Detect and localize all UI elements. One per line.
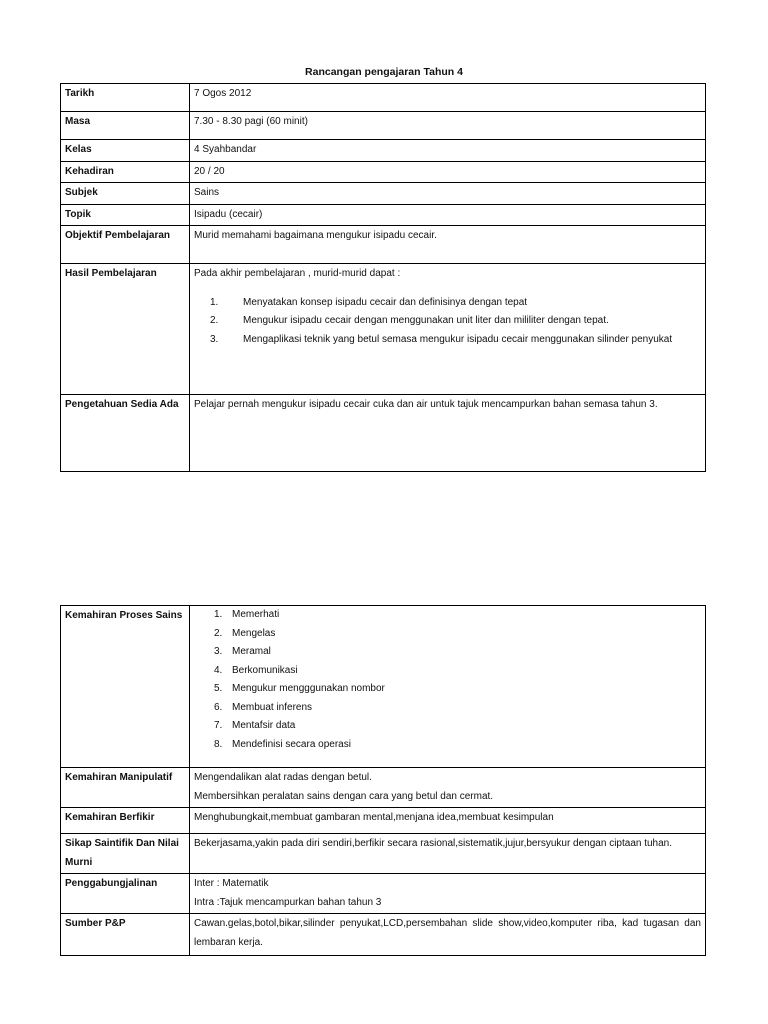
list-number: 6.	[214, 701, 223, 713]
row-masa	[61, 112, 706, 140]
list-number: 3.	[214, 646, 223, 657]
row-sikap	[61, 834, 706, 874]
list-text: Mengelas	[232, 627, 276, 639]
kehadiran-value: 20 / 20	[190, 161, 706, 183]
list-item	[214, 717, 701, 736]
list-item	[214, 662, 701, 681]
objektif-value: Murid memahami bagaimana mengukur isipadu cecair.	[190, 226, 706, 264]
tarikh-label: Tarikh	[61, 84, 190, 112]
row-hasil	[61, 264, 706, 395]
pengetahuan-value: Pelajar pernah mengukur isipadu cecair cuka dan air untuk tajuk mencampurkan bahan semasa tahun 3.	[190, 395, 706, 472]
manipulatif-line-2: Membersihkan peralatan sains dengan cara yang betul dan cermat.	[194, 790, 494, 802]
kehadiran-label: Kehadiran	[61, 161, 190, 183]
manipulatif-value	[190, 768, 706, 808]
list-text: Meramal	[232, 646, 271, 657]
list-item	[214, 606, 701, 625]
berfikir-label: Kemahiran Berfikir	[61, 808, 190, 834]
list-text: Membuat inferens	[232, 701, 313, 713]
list-number: 7.	[214, 720, 223, 731]
sikap-value: Bekerjasama,yakin pada diri sendiri,berfikir secara rasional,sistematik,jujur,bersyukur dengan ciptaan tuhan.	[190, 834, 706, 874]
list-text: Menyatakan konsep isipadu cecair dan definisinya dengan tepat	[243, 296, 528, 308]
berfikir-value: Menghubungkait,membuat gambaran mental,menjana idea,membuat kesimpulan	[190, 808, 706, 834]
row-pengetahuan	[61, 395, 706, 472]
list-text: Mengukur isipadu cecair dengan menggunakan unit liter dan mililiter dengan tepat.	[243, 315, 609, 326]
manipulatif-label: Kemahiran Manipulatif	[61, 768, 190, 808]
list-number: 1.	[210, 296, 219, 308]
list-number: 5.	[214, 683, 223, 694]
row-subjek	[61, 183, 706, 205]
lesson-info-table	[60, 83, 706, 472]
hasil-label: Hasil Pembelajaran	[61, 264, 190, 395]
sumber-value: Cawan.gelas,botol,bikar,silinder penyukat,LCD,persembahan slide show,video,komputer riba, kad tugasan dan lembaran kerja.	[190, 914, 706, 956]
outcome-list	[194, 294, 701, 350]
sikap-label: Sikap Saintifik Dan Nilai Murni	[61, 834, 190, 874]
hasil-intro: Pada akhir pembelajaran , murid-murid dapat :	[194, 268, 401, 279]
intra-line: Intra :Tajuk mencampurkan bahan tahun 3	[194, 896, 382, 908]
kelas-label: Kelas	[61, 140, 190, 162]
subjek-value: Sains	[190, 183, 706, 205]
process-skills-list	[194, 606, 701, 754]
list-item	[194, 312, 701, 331]
row-sumber	[61, 914, 706, 956]
list-item	[214, 736, 701, 755]
row-proses	[61, 606, 706, 768]
list-text: Berkomunikasi	[232, 664, 298, 676]
row-tarikh	[61, 84, 706, 112]
list-item	[194, 331, 701, 350]
list-number: 3.	[210, 333, 219, 345]
manipulatif-line-1: Mengendalikan alat radas dengan betul.	[194, 772, 372, 783]
row-manipulatif	[61, 768, 706, 808]
topik-value: Isipadu (cecair)	[190, 204, 706, 226]
pengetahuan-label: Pengetahuan Sedia Ada	[61, 395, 190, 472]
list-item	[214, 625, 701, 644]
kelas-value: 4 Syahbandar	[190, 140, 706, 162]
topik-label: Topik	[61, 204, 190, 226]
penggabungjalinan-label: Penggabungjalinan	[61, 874, 190, 914]
row-berfikir	[61, 808, 706, 834]
list-number: 8.	[214, 738, 223, 750]
masa-label: Masa	[61, 112, 190, 140]
masa-value: 7.30 - 8.30 pagi (60 minit)	[190, 112, 706, 140]
list-text: Mentafsir data	[232, 720, 296, 731]
row-penggabungjalinan	[61, 874, 706, 914]
list-text: Mendefinisi secara operasi	[232, 738, 351, 750]
list-text: Memerhati	[232, 609, 280, 620]
skills-table	[60, 605, 706, 956]
list-item	[214, 643, 701, 662]
row-objektif	[61, 226, 706, 264]
inter-line: Inter : Matematik	[194, 878, 269, 889]
tarikh-value: 7 Ogos 2012	[190, 84, 706, 112]
proses-value	[190, 606, 706, 768]
penggabungjalinan-value	[190, 874, 706, 914]
row-topik	[61, 204, 706, 226]
objektif-label: Objektif Pembelajaran	[61, 226, 190, 264]
proses-label: Kemahiran Proses Sains	[61, 606, 190, 768]
page-title: Rancangan pengajaran Tahun 4	[305, 66, 463, 78]
row-kehadiran	[61, 161, 706, 183]
list-text: Mengukur mengggunakan nombor	[232, 683, 385, 694]
subjek-label: Subjek	[61, 183, 190, 205]
list-item	[214, 699, 701, 718]
list-item	[214, 680, 701, 699]
list-number: 1.	[214, 609, 223, 620]
list-number: 4.	[214, 664, 223, 676]
list-number: 2.	[210, 315, 219, 326]
hasil-value	[190, 264, 706, 395]
list-number: 2.	[214, 627, 223, 639]
row-kelas	[61, 140, 706, 162]
list-text: Mengaplikasi teknik yang betul semasa mengukur isipadu cecair menggunakan silinder penyukat	[243, 333, 673, 345]
list-item	[194, 294, 701, 313]
sumber-label: Sumber P&P	[61, 914, 190, 956]
